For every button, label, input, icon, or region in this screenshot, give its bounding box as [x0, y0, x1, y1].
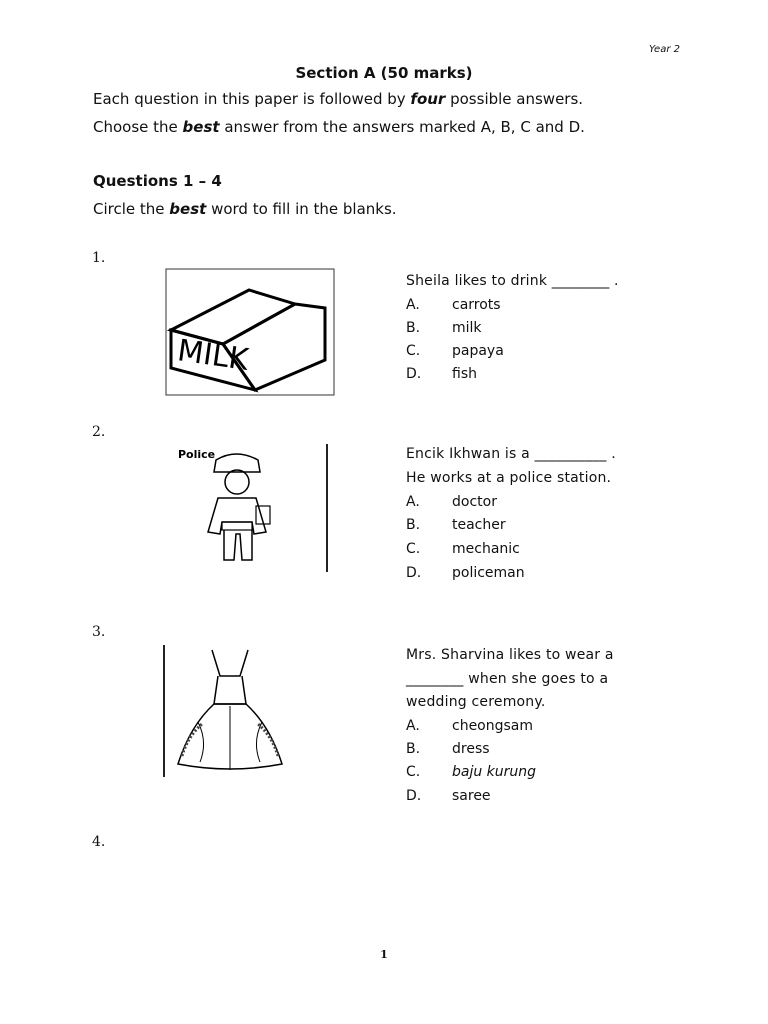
question-2-option-c[interactable]: C. mechanic	[406, 541, 520, 557]
questions-heading: Questions 1 – 4	[93, 172, 222, 190]
question-1-number: 1.	[92, 250, 106, 266]
question-2-text-1: Encik Ikhwan is a __________ .	[406, 446, 616, 462]
svg-text:Police: Police	[178, 448, 216, 461]
question-1-option-c[interactable]: C. papaya	[406, 343, 504, 359]
question-3-option-a[interactable]: A. cheongsam	[406, 718, 534, 734]
question-3-option-c[interactable]: C. baju kurung	[406, 764, 537, 780]
question-2-option-d[interactable]: D. policeman	[406, 565, 525, 581]
question-3-text-2: ________ when she goes to a	[406, 671, 609, 687]
year-label: Year 2	[649, 44, 680, 55]
instruction-line-1: Each question in this paper is followed by four possible answers.	[93, 90, 584, 108]
question-4-number: 4.	[92, 834, 106, 850]
question-2-number: 2.	[92, 424, 106, 440]
page-number: 1	[380, 948, 388, 961]
section-title: Section A (50 marks)	[295, 64, 473, 82]
question-2-option-b[interactable]: B. teacher	[406, 517, 506, 533]
instruction-line-2: Choose the best answer from the answers marked A, B, C and D.	[93, 118, 585, 136]
policeman-image	[176, 442, 296, 572]
question-1-option-d[interactable]: D. fish	[406, 366, 477, 382]
question-3-text-1: Mrs. Sharvina likes to wear a	[406, 647, 614, 663]
dress-image	[168, 646, 294, 778]
question-1-option-a[interactable]: A. carrots	[406, 297, 501, 313]
question-3-text-3: wedding ceremony.	[406, 694, 546, 710]
question-1-option-b[interactable]: B. milk	[406, 320, 482, 336]
circle-instruction: Circle the best word to fill in the blanks.	[93, 200, 397, 218]
question-3-number: 3.	[92, 624, 106, 640]
question-3-option-b[interactable]: B. dress	[406, 741, 490, 757]
question-3-option-d[interactable]: D. saree	[406, 788, 491, 804]
svg-text:MILK: MILK	[175, 333, 251, 378]
image-border-line	[163, 645, 165, 777]
milk-carton-image	[165, 268, 335, 396]
question-1-text: Sheila likes to drink ________ .	[406, 273, 619, 289]
question-2-text-2: He works at a police station.	[406, 470, 612, 486]
question-2-option-a[interactable]: A. doctor	[406, 494, 497, 510]
image-border-line	[326, 444, 328, 572]
